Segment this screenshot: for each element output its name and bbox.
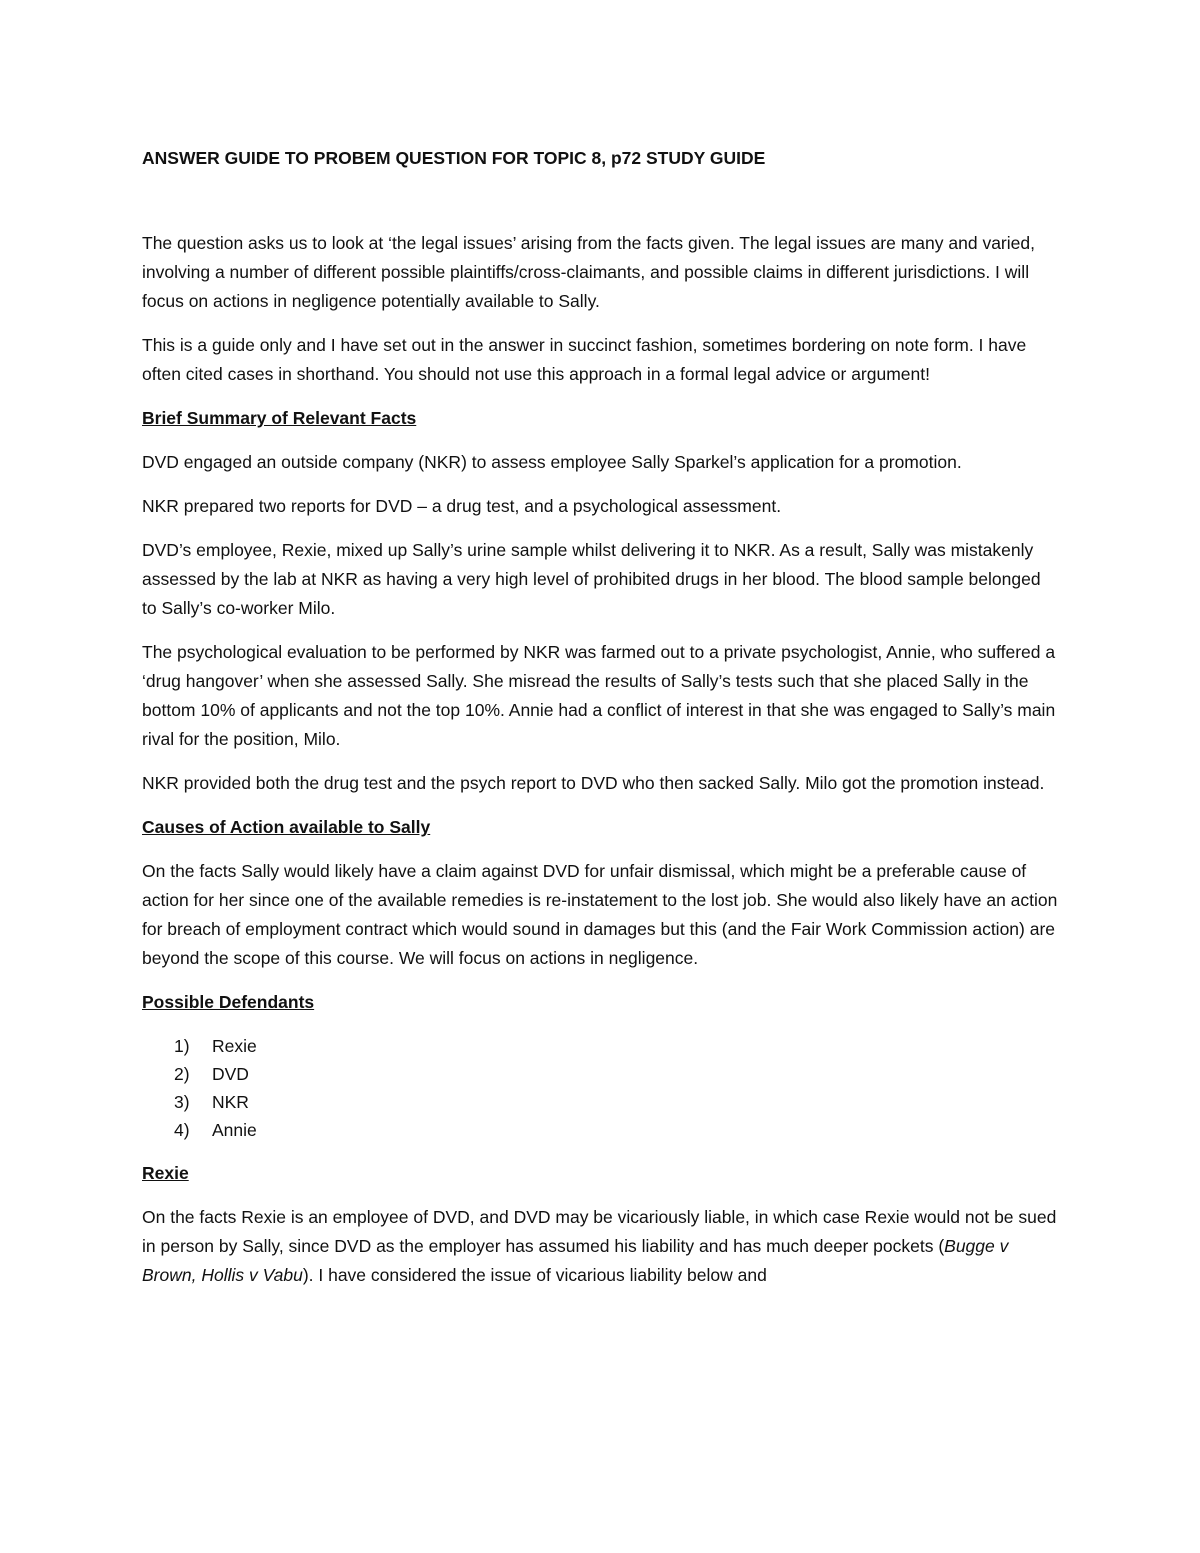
rexie-paragraph (142, 1203, 1060, 1290)
list-item-number: 4) (174, 1120, 190, 1140)
facts-paragraph-5: NKR provided both the drug test and the psych report to DVD who then sacked Sally. Milo got the promotion instead. (142, 773, 1045, 793)
list-item-label: Annie (212, 1120, 257, 1140)
list-item (174, 1060, 1060, 1088)
defendants-heading: Possible Defendants (142, 992, 315, 1012)
rexie-text-before: On the facts Rexie is an employee of DVD, and DVD may be vicariously liable, in which case Rexie would not be sued in person by Sally, since DVD as the employer has assumed his liability and has much deeper pockets ( (142, 1207, 1057, 1256)
case-citation: Bugge v Brown, Hollis v Vabu (142, 1236, 1009, 1285)
facts-paragraph-2: NKR prepared two reports for DVD – a drug test, and a psychological assessment. (142, 496, 782, 516)
list-item-label: DVD (212, 1064, 249, 1084)
document-body (142, 229, 1060, 1305)
list-item-number: 3) (174, 1092, 190, 1112)
defendants-list (142, 1032, 1060, 1144)
facts-paragraph-4: The psychological evaluation to be performed by NKR was farmed out to a private psychologist, Annie, who suffered a ‘drug hangover’ when she assessed Sally. She misread the results of Sally’s tests such that she placed Sally in the bottom 10% of applicants and not the top 10%. Annie had a conflict of interest in that she was engaged to Sally’s main rival for the position, Milo. (142, 642, 1056, 749)
list-item (174, 1116, 1060, 1144)
facts-paragraph-1: DVD engaged an outside company (NKR) to assess employee Sally Sparkel’s application for a promotion. (142, 452, 962, 472)
intro-paragraph-2: This is a guide only and I have set out in the answer in succinct fashion, sometimes bordering on note form. I have often cited cases in shorthand. You should not use this approach in a formal legal advice or argument! (142, 335, 1027, 384)
causes-heading: Causes of Action available to Sally (142, 817, 431, 837)
list-item (174, 1088, 1060, 1116)
list-item-label: NKR (212, 1092, 249, 1112)
rexie-text-after: ). I have considered the issue of vicarious liability below and (302, 1265, 767, 1285)
causes-paragraph: On the facts Sally would likely have a claim against DVD for unfair dismissal, which might be a preferable cause of action for her since one of the available remedies is re-instatement to the lost job. She would also likely have an action for breach of employment contract which would sound in damages but this (and the Fair Work Commission action) are beyond the scope of this course. We will focus on actions in negligence. (142, 861, 1058, 968)
rexie-heading: Rexie (142, 1163, 189, 1183)
document-title: ANSWER GUIDE TO PROBEM QUESTION FOR TOPIC 8, p72 STUDY GUIDE (142, 148, 766, 168)
list-item-label: Rexie (212, 1036, 257, 1056)
facts-paragraph-3: DVD’s employee, Rexie, mixed up Sally’s urine sample whilst delivering it to NKR. As a result, Sally was mistakenly assessed by the lab at NKR as having a very high level of prohibited drugs in her blood. The blood sample belonged to Sally’s co-worker Milo. (142, 540, 1041, 618)
list-item-number: 1) (174, 1036, 190, 1056)
list-item (174, 1032, 1060, 1060)
intro-paragraph-1: The question asks us to look at ‘the legal issues’ arising from the facts given. The legal issues are many and varied, involving a number of different possible plaintiffs/cross-claimants, and possible claims in different jurisdictions. I will focus on actions in negligence potentially available to Sally. (142, 233, 1035, 311)
facts-heading: Brief Summary of Relevant Facts (142, 408, 417, 428)
list-item-number: 2) (174, 1064, 190, 1084)
